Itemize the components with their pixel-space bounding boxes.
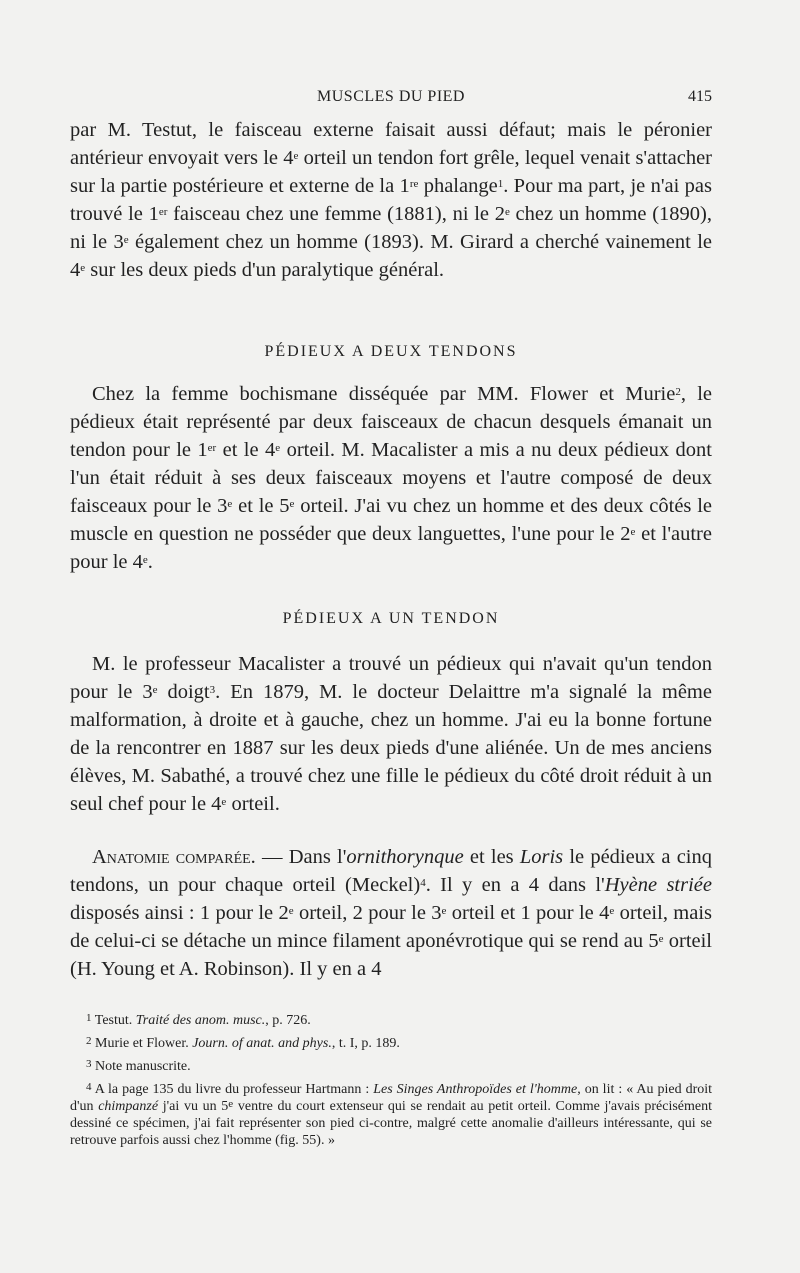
footnote-3: $^3$ Note manuscrite. xyxy=(86,1058,191,1074)
footnote-ref-1: 1 xyxy=(497,178,504,190)
section-heading-un-tendon: PÉDIEUX A UN TENDON xyxy=(282,610,500,627)
footnote-1: $^1$ Testut. Traité des anom. musc., p. 726. xyxy=(86,1012,311,1028)
run-in-heading: Anatomie comparée. xyxy=(92,846,256,868)
paragraph-peronier: par M. Testut, le faisceau externe faisait aussi défaut; mais le péronier antérieur envoyait vers le 4e orteil un tendon fort grêle, lequel venait s'attacher sur la partie postérieure et externe de la 1re phalange$^1$. Pour ma part, je n'ai pas trouvé le 1er faisceau chez une femme (1881), ni le 2e chez un homme (1890), ni le 3e également chez un homme (1893). M. Girard a cherché vainement le 4e sur les deux pieds d'un paralytique général. xyxy=(70,119,712,281)
paragraph-anatomie-comparee: Anatomie comparée. — Dans l'ornithorynque et les Loris le pédieux a cinq tendons, un pour chaque orteil (Meckel)$^4$. Il y en a 4 dans l'Hyène striée disposés ainsi : 1 pour le 2e orteil, 2 pour le 3e orteil et 1 pour le 4e orteil, mais de celui-ci se détache un mince filament aponévrotique qui se rend au 5e orteil (H. Young et A. Robinson). Il y en a 4 xyxy=(70,846,713,980)
footnotes xyxy=(70,1012,712,1155)
footnote-ref-2: 2 xyxy=(675,386,681,398)
page-number: 415 xyxy=(688,88,712,105)
footnote-ref-3: 3 xyxy=(209,684,216,696)
running-head-title: MUSCLES DU PIED xyxy=(317,88,465,105)
footnote-4: $^4$ A la page 135 du livre du professeur Hartmann : Les Singes Anthropoïdes et l'homme, on lit : « Au pied droit d'un chimpanzé j'ai vu un 5e ventre du court extenseur qui se rendait au petit orteil. Comme j'avais précisément dessiné ce spécimen, j'ai fait représenter son pied ci-contre, malgré cette anomalie d'ailleurs intéressante, qui se retrouve parfois aussi chez l'homme (fig. 55). » xyxy=(70,1081,713,1148)
running-head xyxy=(70,88,712,110)
paragraph-deux-tendons: Chez la femme bochismane disséquée par MM. Flower et Murie$^2$, le pédieux était représenté par deux faisceaux de chacun desquels émanait un tendon pour le 1er et le 4e orteil. M. Macalister a mis a nu deux pédieux dont l'un était réduit à ses deux faisceaux moyens et l'autre composé de deux faisceaux pour le 3e et le 5e orteil. J'ai vu chez un homme et des deux côtés le muscle en question ne posséder que deux languettes, l'une pour le 2e et l'autre pour le 4e. xyxy=(70,383,713,573)
footnote-2: $^2$ Murie et Flower. Journ. of anat. and phys., t. I, p. 189. xyxy=(86,1035,400,1051)
section-heading-deux-tendons: PÉDIEUX A DEUX TENDONS xyxy=(264,343,518,360)
footnote-ref-4: 4 xyxy=(420,877,426,889)
paragraph-un-tendon: M. le professeur Macalister a trouvé un pédieux qui n'avait qu'un tendon pour le 3e doigt$^3$. En 1879, M. le docteur Delaittre m'a signalé la même malformation, à droite et à gauche, chez un homme. J'ai eu la bonne fortune de la rencontrer en 1887 sur les deux pieds d'une aliénée. Un de mes anciens élèves, M. Sabathé, a trouvé chez une fille le pédieux du côté droit réduit à un seul chef pour le 4e orteil. xyxy=(70,653,712,815)
